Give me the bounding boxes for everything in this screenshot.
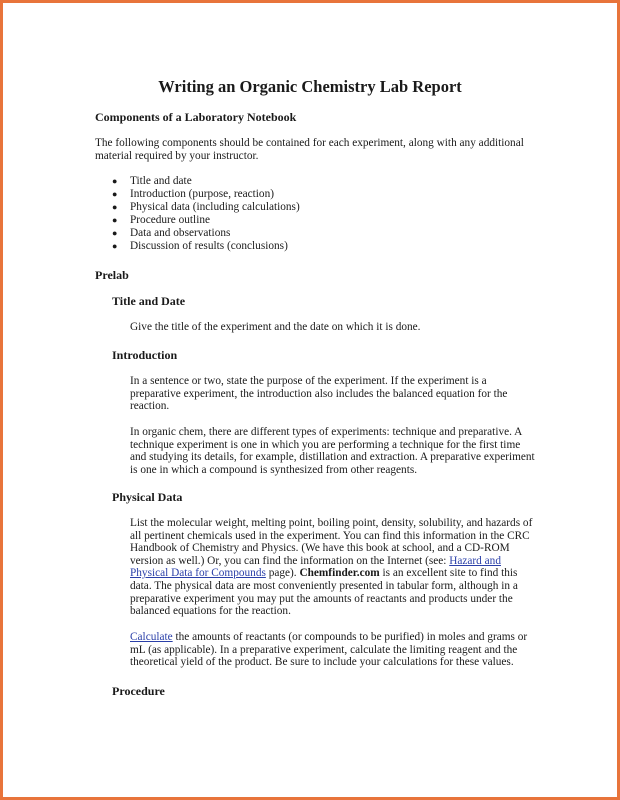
components-list [112,175,300,253]
calculate-link[interactable]: Calculate [130,631,173,643]
chemfinder-name: Chemfinder.com [299,567,380,580]
list-item [112,201,300,214]
bullet-icon: ● [112,189,118,199]
pd-p1-line-5-post: is an excellent site to find this [379,567,518,580]
document-title: Writing an Organic Chemistry Lab Report [158,77,462,96]
list-item [112,188,300,201]
components-heading: Components of a Laboratory Notebook [95,110,297,124]
components-intro-line-1: The following components should be contained for each experiment, along with any additional [95,137,524,149]
pd-p1-line-3: Handbook of Chemistry and Physics. (We have this book at school, and a CD-ROM [130,542,510,555]
intro-p1-line-1: In a sentence or two, state the purpose of the experiment. If the experiment is a [130,375,487,387]
bullet-icon: ● [112,228,118,238]
intro-p2-line-3: and studying its details, for example, distillation and extraction. A preparative experiment [130,451,535,464]
bullet-icon: ● [112,202,118,212]
pd-p1-line-1: List the molecular weight, melting point, boiling point, density, solubility, and hazards of [130,517,533,529]
pd-p1-line-4 [130,555,532,568]
hazard-data-link-continued[interactable]: Physical Data for Compounds [130,567,266,580]
components-intro [95,137,524,162]
pd-p1-line-5 [130,567,532,580]
physical-data-heading: Physical Data [112,490,183,504]
bullet-icon: ● [112,241,118,251]
list-item-text: Data and observations [130,227,231,239]
pd-p2-line-3: theoretical yield of the product. Be sure to include your calculations for these values. [130,656,514,669]
intro-p2-line-2: technique experiment is one in which you are performing a technique for the first time [130,438,521,451]
pd-p1-line-5-mid: page). [265,567,300,580]
procedure-heading: Procedure [112,684,165,698]
intro-p1-line-2: preparative experiment, the introduction also includes the balanced equation for the [130,387,508,400]
pd-p2-line-1-text: the amounts of reactants (or compounds to be purified) in moles and grams or [172,631,528,643]
pd-p2-line-1 [130,631,527,644]
list-item-text: Introduction (purpose, reaction) [130,188,274,200]
list-item-text: Procedure outline [130,214,210,226]
list-item-text: Discussion of results (conclusions) [130,240,288,252]
hazard-data-link[interactable]: Hazard and [449,554,501,567]
pd-p2-line-2: mL (as applicable). In a preparative experiment, calculate the limiting reagent and the [130,643,518,656]
intro-p2-line-1: In organic chem, there are different types of experiments: technique and preparative. A [130,426,523,438]
pd-p1-line-4-text: version as well.) Or, you can find the information on the Internet (see: [130,554,450,567]
title-date-text [130,321,421,334]
title-date-heading: Title and Date [112,294,186,308]
bullet-icon: ● [112,176,118,186]
pd-p1-line-2: all pertinent chemicals used in the experiment. You can find this information in the CRC [130,529,530,542]
title-date-line: Give the title of the experiment and the date on which it is done. [130,321,421,333]
introduction-paragraph-2 [130,426,535,476]
bullet-icon: ● [112,215,118,225]
list-item-text: Physical data (including calculations) [130,201,300,213]
prelab-heading: Prelab [95,268,129,282]
physical-data-paragraph-1 [130,517,532,618]
introduction-heading: Introduction [112,348,178,362]
components-intro-line-2: material required by your instructor. [95,149,259,162]
pd-p1-line-8: balanced equations for the reaction. [130,605,291,618]
list-item [112,227,300,240]
list-item [112,175,300,188]
intro-p1-line-3: reaction. [130,400,170,413]
pd-p1-line-7: preparative experiment you may put the amounts of reactants and products under the [130,592,513,605]
list-item [112,240,300,253]
list-item [112,214,300,227]
pd-p1-line-6: data. The physical data are most conveniently presented in tabular form, although in a [130,579,518,592]
introduction-paragraph-1 [130,375,507,413]
list-item-text: Title and date [130,175,192,187]
intro-p2-line-4: is one in which a compound is synthesized from other reagents. [130,463,418,476]
physical-data-paragraph-2 [130,631,527,669]
